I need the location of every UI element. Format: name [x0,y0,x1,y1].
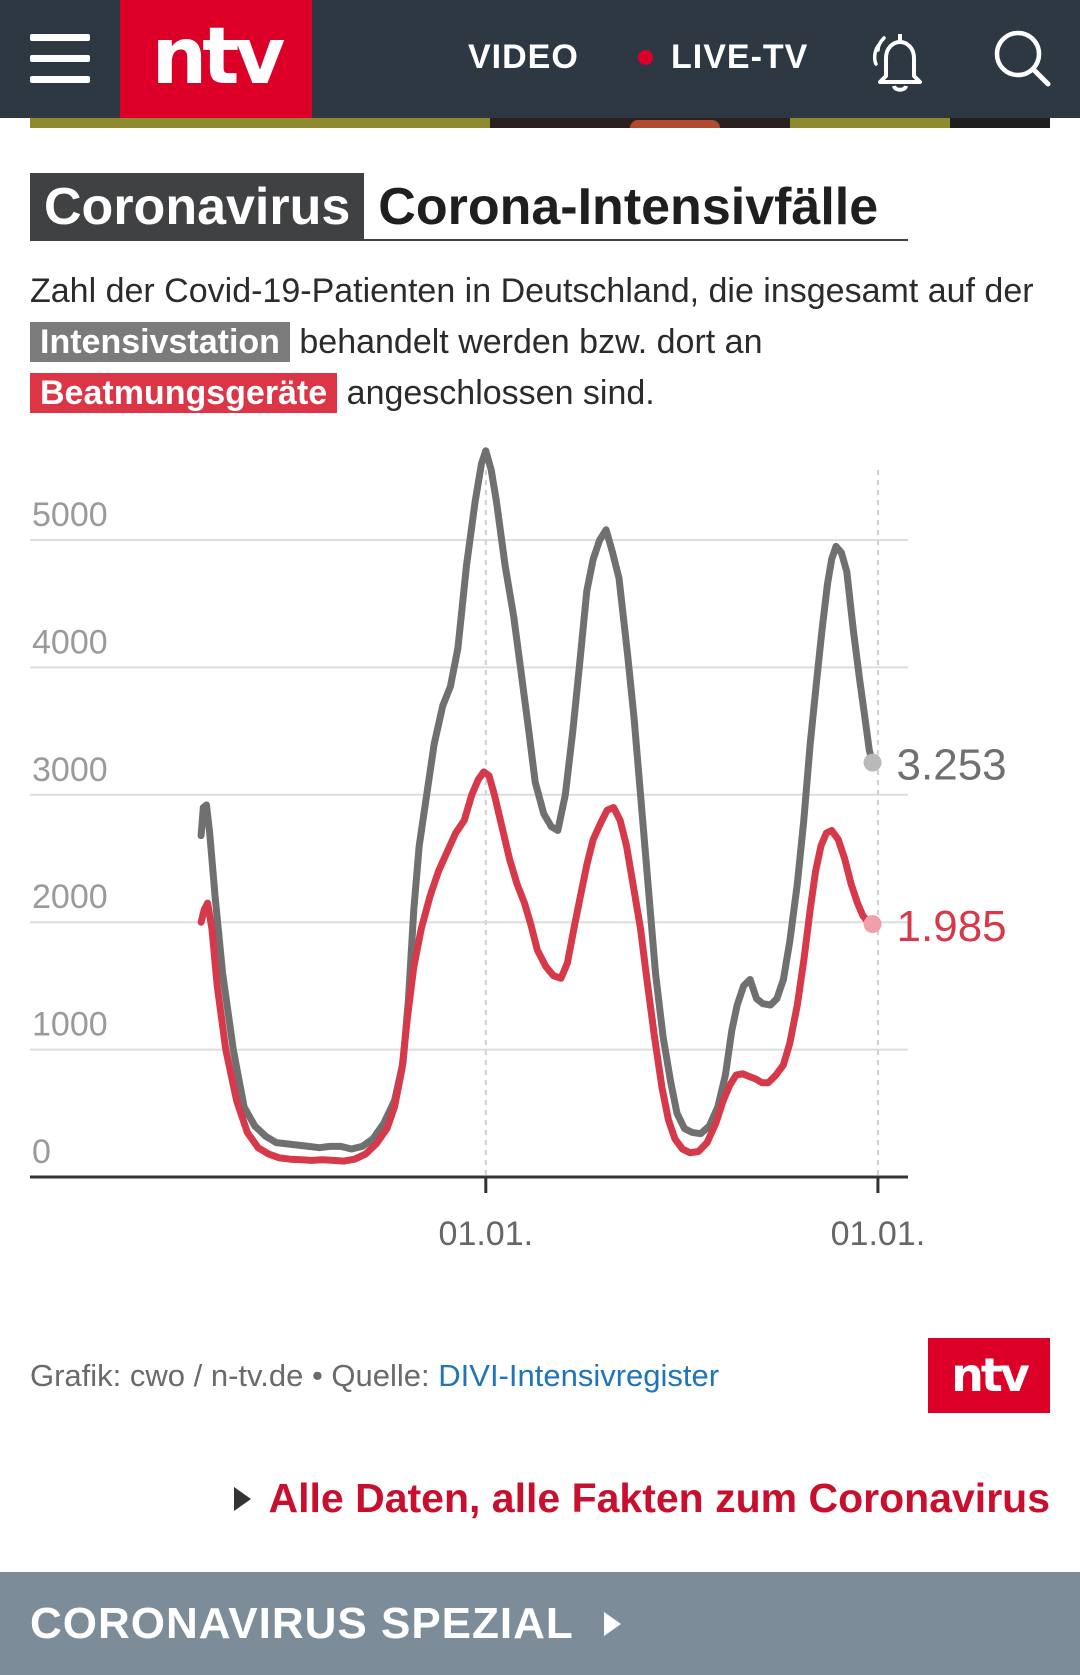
y-tick-label-3000: 3000 [32,750,108,789]
logo-text: ntv [151,12,281,102]
source-prefix: Grafik: cwo / n-tv.de • Quelle: [30,1358,439,1393]
y-tick-label-2000: 2000 [32,878,108,917]
menu-icon[interactable] [30,34,90,84]
special-banner-label: CORONAVIRUS SPEZIAL [30,1598,574,1648]
desc-text-2: behandelt werden bzw. dort an [299,323,763,361]
headline: Corona-Intensivfälle [364,173,908,241]
series-end-label-vent: 1.985 [896,902,1007,952]
search-icon[interactable] [990,26,1054,90]
series-end-label-icu: 3.253 [896,740,1007,790]
desc-text-1: Zahl der Covid-19-Patienten in Deutschland, die insgesamt auf der [30,272,1034,310]
teaser-image-strip[interactable] [30,118,1050,128]
source-link[interactable]: DIVI-Intensivregister [438,1358,720,1393]
nav-live-tv-link[interactable] [638,38,808,77]
chart-source [30,1358,719,1394]
series-line-icu [201,451,872,1149]
x-tick-label-0: 01.01. [438,1215,534,1253]
y-tick-label-5000: 5000 [32,496,108,534]
ntv-logo[interactable] [120,0,312,118]
all-data-link[interactable] [234,1475,1050,1522]
legend-ventilation-pill: Beatmungsgeräte [30,373,337,413]
nav-video-link[interactable]: VIDEO [468,38,579,76]
legend-icu-pill: Intensivstation [30,322,290,362]
coronavirus-special-banner[interactable] [0,1572,1080,1675]
top-navigation-bar [0,0,1080,118]
intensive-care-line-chart [0,440,1080,1280]
series-line-vent [201,772,872,1161]
y-tick-label-1000: 1000 [32,1005,108,1044]
article-title [30,173,908,241]
nav-live-tv-label: LIVE-TV [671,38,809,76]
kicker-label: Coronavirus [30,173,364,241]
ntv-mini-logo [928,1338,1050,1413]
desc-text-3: angeschlossen sind. [346,374,655,412]
play-triangle-icon [234,1487,251,1511]
mini-logo-text: ntv [951,1347,1027,1402]
live-dot-icon [638,50,653,65]
y-tick-label-0: 0 [32,1133,51,1171]
series-end-dot-icu [864,754,882,772]
series-end-dot-vent [864,915,882,933]
chart-description [30,266,1050,419]
chevron-right-icon [604,1612,621,1636]
y-tick-label-4000: 4000 [32,623,108,662]
x-tick-label-1: 01.01. [830,1215,926,1253]
all-data-link-label: Alle Daten, alle Fakten zum Coronavirus [268,1475,1050,1521]
bell-icon[interactable] [868,24,932,96]
